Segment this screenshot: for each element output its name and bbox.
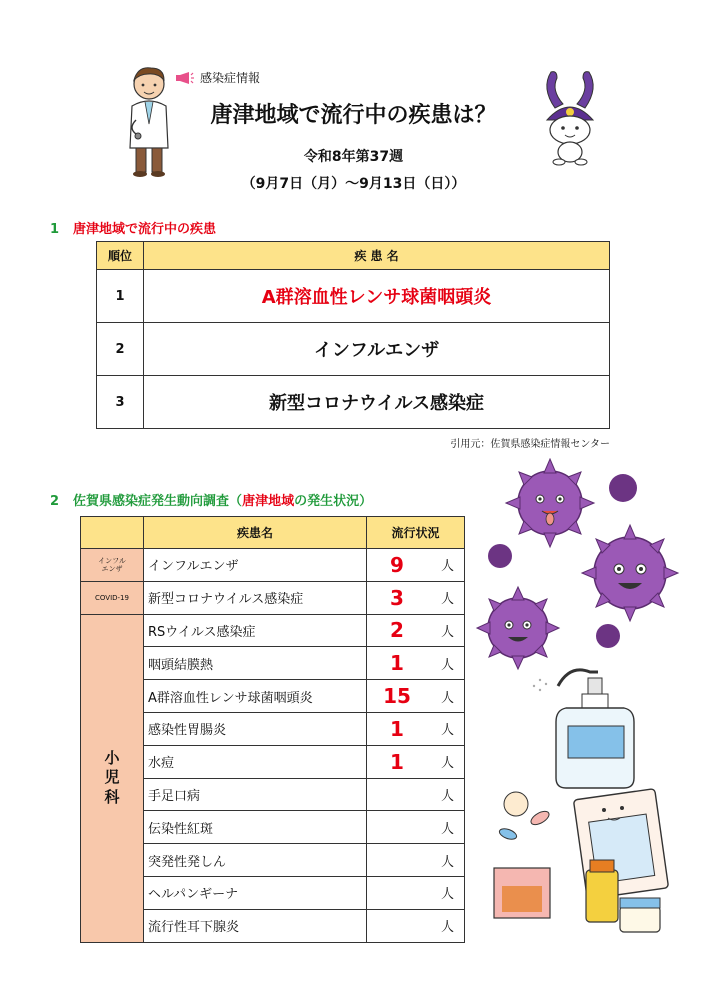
case-count: 2 [390, 618, 404, 643]
section1-heading [50, 218, 216, 237]
case-count: 1 [390, 749, 404, 774]
category-covid: COVID-19 [81, 581, 144, 614]
unit-label: 人 [440, 821, 454, 837]
status-cell [367, 909, 465, 942]
ranking-row [97, 270, 610, 323]
rank-cell: 3 [97, 376, 144, 429]
disease-name-cell: 水痘 [144, 745, 367, 778]
unit-label: 人 [440, 657, 454, 673]
unit-label: 人 [440, 723, 454, 739]
disease-name-cell: 突発性発しん [144, 844, 367, 877]
status-cell [367, 614, 465, 647]
rank-cell: 1 [97, 270, 144, 323]
col-name-header: 疾 患 名 [144, 242, 610, 270]
disease-name-cell: 咽頭結膜熱 [144, 647, 367, 680]
section2-title-c: の発生状況） [294, 494, 373, 509]
unit-label: 人 [440, 788, 454, 804]
disease-name-cell: RSウイルス感染症 [144, 614, 367, 647]
category-header [81, 517, 144, 549]
disease-name-cell: 新型コロナウイルス感染症 [144, 376, 610, 429]
case-count: 3 [390, 585, 404, 610]
case-count: 15 [383, 684, 411, 709]
source-citation: 引用元：佐賀県感染症情報センター [450, 439, 610, 450]
disease-name-cell: ヘルパンギーナ [144, 876, 367, 909]
unit-label: 人 [440, 624, 454, 640]
status-cell [367, 811, 465, 844]
surveillance-table [80, 516, 465, 943]
info-tag-label: 感染症情報 [200, 71, 261, 85]
mascot-illustration [535, 68, 605, 166]
disease-name-cell: 伝染性紅斑 [144, 811, 367, 844]
disease-name-cell: インフルエンザ [144, 323, 610, 376]
status-cell [367, 680, 465, 713]
case-count: 1 [390, 716, 404, 741]
section2-heading [50, 490, 372, 509]
case-count [367, 779, 427, 811]
unit-label: 人 [440, 854, 454, 870]
case-count [367, 910, 427, 942]
disease-name-cell: A群溶血性レンサ球菌咽頭炎 [144, 270, 610, 323]
section2-title-a: 佐賀県感染症発生動向調査（ [73, 494, 243, 509]
disease-name-cell: 手足口病 [144, 778, 367, 811]
status-col-header: 流行状況 [367, 517, 465, 549]
section1-number: 1 [50, 222, 60, 237]
page-title: 唐津地域で流行中の疾患は？ [210, 103, 497, 128]
section2-title-region: 唐津地域 [242, 494, 295, 509]
disease-col-header: 疾患名 [144, 517, 367, 549]
report-dates: （9月7日（月）～9月13日（日）） [241, 176, 466, 192]
status-cell [367, 581, 465, 614]
category-pediatrics: 小 児 科 [81, 614, 144, 942]
section1-title: 唐津地域で流行中の疾患 [73, 222, 217, 237]
disease-name-cell: 感染性胃腸炎 [144, 712, 367, 745]
status-cell [367, 549, 465, 582]
ranking-header-row [97, 242, 610, 270]
section2-number: 2 [50, 494, 60, 509]
surveillance-header-row [81, 517, 465, 549]
disease-name-cell: 流行性耳下腺炎 [144, 909, 367, 942]
surveillance-row [81, 581, 465, 614]
unit-label: 人 [440, 559, 454, 575]
status-cell [367, 647, 465, 680]
disease-name-cell: 新型コロナウイルス感染症 [144, 581, 367, 614]
surveillance-row [81, 614, 465, 647]
unit-label: 人 [440, 592, 454, 608]
virus-illustration [470, 458, 695, 948]
case-count [367, 877, 427, 909]
status-cell [367, 712, 465, 745]
disease-name-cell: インフルエンザ [144, 549, 367, 582]
case-count [367, 811, 427, 843]
category-influenza: インフル エンザ [81, 549, 144, 582]
col-rank-header: 順位 [97, 242, 144, 270]
medicine-illustration [494, 789, 669, 932]
unit-label: 人 [440, 920, 454, 936]
case-count: 9 [390, 552, 404, 577]
status-cell [367, 844, 465, 877]
megaphone-icon [176, 72, 194, 84]
ranking-row [97, 376, 610, 429]
case-count: 1 [390, 651, 404, 676]
unit-label: 人 [440, 756, 454, 772]
ranking-row [97, 323, 610, 376]
status-cell [367, 745, 465, 778]
sanitizer-bottle-illustration [533, 670, 634, 788]
case-count [367, 844, 427, 876]
disease-name-cell: A群溶血性レンサ球菌咽頭炎 [144, 680, 367, 713]
surveillance-row [81, 549, 465, 582]
unit-label: 人 [440, 690, 454, 706]
rank-cell: 2 [97, 323, 144, 376]
ranking-table [96, 241, 610, 429]
status-cell [367, 876, 465, 909]
status-cell [367, 778, 465, 811]
info-tag [176, 69, 260, 86]
report-week: 令和8年第37週 [303, 149, 404, 165]
unit-label: 人 [440, 887, 454, 903]
